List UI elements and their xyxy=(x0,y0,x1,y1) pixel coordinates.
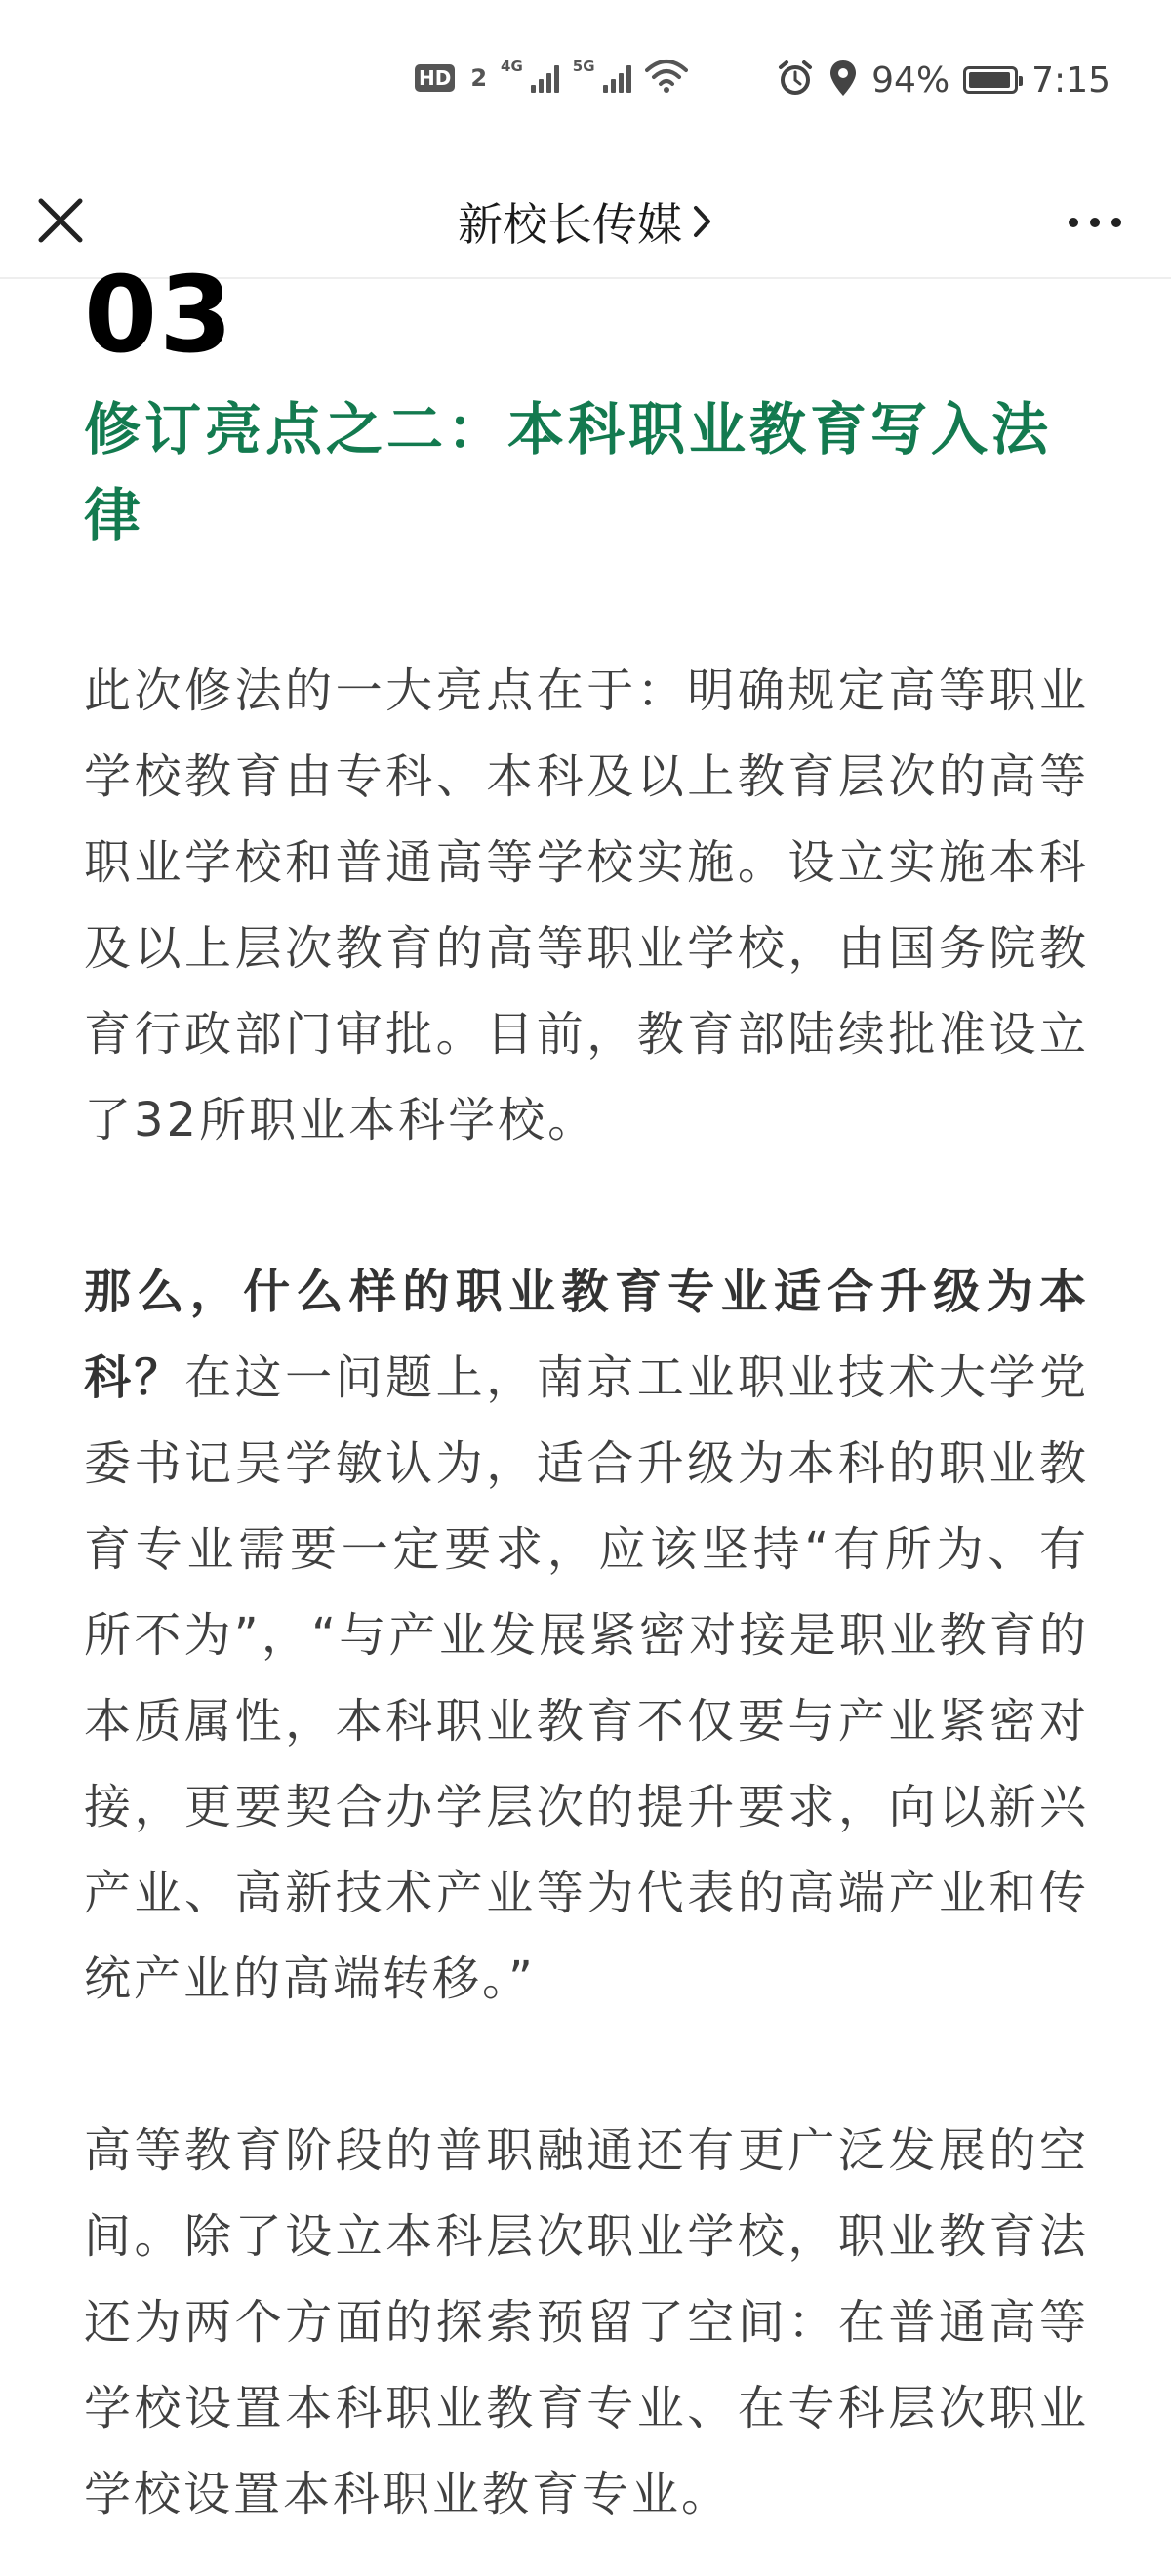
signal-icon-2 xyxy=(603,63,631,93)
network-indicators xyxy=(415,59,688,98)
system-indicators xyxy=(776,59,1110,101)
network-type-1: 4G xyxy=(501,58,523,75)
more-icon xyxy=(1060,195,1130,250)
account-title-link[interactable] xyxy=(458,189,713,254)
close-icon xyxy=(29,189,92,252)
hd-number: 2 xyxy=(470,64,488,92)
battery-icon xyxy=(963,66,1018,94)
paragraph-bold-lead: 那么，什么样的职业教育专业适合升级为本科？ xyxy=(84,1265,1089,1405)
wifi-icon xyxy=(645,59,688,98)
account-name: 新校长传媒 xyxy=(458,198,682,251)
status-bar xyxy=(0,0,1171,166)
more-button[interactable] xyxy=(1060,195,1130,250)
paragraph: 此次修法的一大亮点在于：明确规定高等职业学校教育由专科、本科及以上教育层次的高等职业学校和普通高等学校实施。设立实施本科及以上层次教育的高等职业学校，由国务院教育行政部门审批。目前，教育部陆续批准设立了32所职业本科学校。 xyxy=(84,664,1089,1147)
paragraph-text: 在这一问题上，南京工业职业技术大学党委书记吴学敏认为，适合升级为本科的职业教育专业需要一定要求，应该坚持“有所为、有所不为”，“与产业发展紧密对接是职业教育的本质属性，本科职业教育不仅要与产业紧密对接，更要契合办学层次的提升要求，向以新兴产业、高新技术产业等为代表的高端产业和传统产业的高端转移。” xyxy=(84,1350,1089,2006)
hd-badge: HD xyxy=(415,64,455,92)
clock-time: 7:15 xyxy=(1031,60,1110,101)
article-body xyxy=(84,255,1089,2537)
close-button[interactable] xyxy=(29,189,92,252)
paragraph: 高等教育阶段的普职融通还有更广泛发展的空间。除了设立本科层次职业学校，职业教育法还为两个方面的探索预留了空间：在普通高等学校设置本科职业教育专业、在专科层次职业学校设置本科职业教育专业。 xyxy=(84,2123,1089,2521)
location-icon xyxy=(828,59,858,101)
battery-percentage: 94% xyxy=(871,60,950,101)
chevron-right-icon xyxy=(692,202,713,241)
network-type-2: 5G xyxy=(572,58,595,75)
section-number: 03 xyxy=(84,255,235,377)
paragraph xyxy=(84,1249,1089,2022)
signal-icon xyxy=(531,63,559,93)
section-heading: 修订亮点之二：本科职业教育写入法律 xyxy=(84,396,1053,548)
alarm-icon xyxy=(776,59,815,101)
